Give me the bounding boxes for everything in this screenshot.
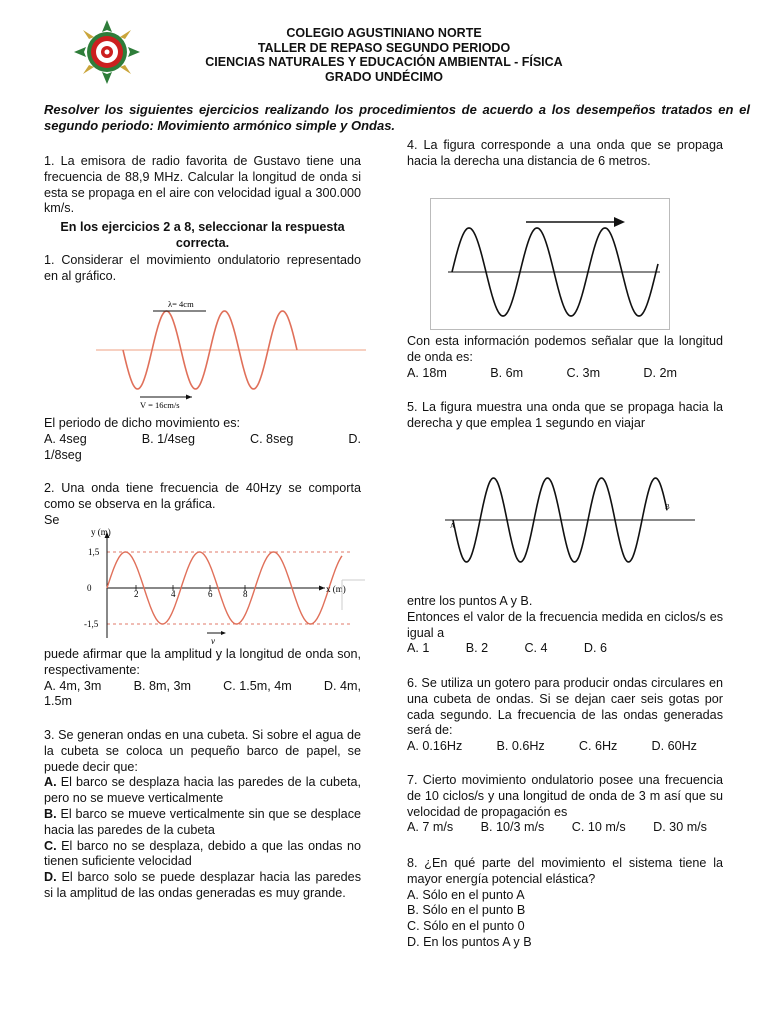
option-d: D. 60Hz [651, 739, 697, 754]
option-b [44, 807, 361, 839]
question-5-text3: Entonces el valor de la frecuencia medida en ciclos/s es igual a [407, 609, 723, 640]
school-logo [72, 18, 142, 86]
figure-wave-1-lambda-label: λ= 4cm [168, 299, 194, 309]
question-5-options [407, 594, 723, 657]
question-3-text: 3. Se generan ondas en una cubeta. Si sobre el agua de la cubeta se coloca un pequeño barco de papel, se puede decir que: [44, 728, 361, 774]
option-a: A. 4seg [44, 431, 87, 446]
figure-wave-5-point-b: B [665, 503, 670, 511]
option-c: C. Sólo en el punto 0 [407, 919, 525, 934]
subject-title: CIENCIAS NATURALES Y EDUCACIÓN AMBIENTAL - FÍSICA [205, 55, 563, 69]
option-b-text: El barco se mueve verticalmente sin que se desplace hacia las paredes de la cubeta [44, 806, 361, 837]
document-header [150, 26, 618, 84]
figure-wave-2-ytick-bottom: -1,5 [84, 619, 99, 629]
question-4 [407, 138, 723, 170]
option-c: C. 6Hz [578, 739, 618, 754]
option-b: B. 10/3 m/s [480, 820, 545, 835]
instructions: Resolver los siguientes ejercicios realizando los procedimientos de acuerdo a los desempeños tratados en el segundo periodo: Movimiento armónico simple y Ondas. [44, 102, 750, 133]
option-d: D. [348, 431, 361, 446]
figure-wave-2-ytick-top: 1,5 [88, 547, 100, 557]
question-8-text: 8. ¿En qué parte del movimiento el sistema tiene la mayor energía potencial elástica? [407, 856, 723, 886]
figure-wave-1-speed-label: V = 16cm/s [140, 400, 180, 410]
question-1b-options [44, 416, 361, 463]
option-c-letter: C. [44, 838, 57, 853]
option-d [44, 870, 361, 902]
figure-wave-2-v-label: v [211, 636, 215, 646]
figure-wave-2-xticks [134, 585, 248, 599]
option-d: D. 2m [643, 365, 677, 380]
figure-wave-2-xtick-6: 6 [208, 589, 213, 599]
figure-wave-5 [445, 470, 695, 570]
figure-wave-2-xtick-4: 4 [171, 589, 176, 599]
question-2-text: 2. Una onda tiene frecuencia de 40Hzy se comporta como se observa en la gráfica. [44, 481, 361, 511]
option-d-continued: 1.5m [44, 694, 72, 709]
question-5 [407, 400, 723, 432]
question-2-options [44, 647, 361, 710]
option-d: D. 4m, [323, 678, 361, 693]
option-a-letter: A. [44, 775, 57, 790]
figure-wave-2-ylabel: y (m) [91, 527, 111, 537]
option-b: B. 2 [465, 641, 489, 656]
option-a: A. 18m [407, 365, 447, 380]
figure-wave-5-point-a: A [450, 522, 456, 530]
option-d: D. En los puntos A y B [407, 934, 532, 949]
figure-wave-2-xtick-2: 2 [134, 589, 139, 599]
question-1-text: 1. La emisora de radio favorita de Gustavo tiene una frecuencia de 88,9 MHz. Calcular la longitud de onda si esta se propaga en el aire con velocidad igual a 300.000 km/s. [44, 154, 361, 216]
option-b: B. 0.6Hz [496, 739, 545, 754]
option-c [44, 839, 361, 871]
option-a: A. Sólo en el punto A [407, 887, 525, 902]
school-name: COLEGIO AGUSTINIANO NORTE [286, 26, 482, 40]
option-c: C. 3m [566, 365, 601, 380]
option-d-letter: D. [44, 870, 57, 885]
option-d: D. 30 m/s [653, 820, 707, 835]
option-c: C. 10 m/s [571, 820, 626, 835]
question-5-text: 5. La figura muestra una onda que se propaga hacia la derecha y que emplea 1 segundo en viajar [407, 400, 723, 430]
grade-title: GRADO UNDÉCIMO [324, 69, 444, 84]
question-7 [407, 773, 723, 836]
question-2-text2: puede afirmar que la amplitud y la longitud de onda son, respectivamente: [44, 647, 361, 677]
figure-wave-4 [430, 198, 670, 330]
option-c-text: El barco no se desplaza, debido a que las ondas no tienen suficiente velocidad [44, 838, 361, 869]
option-a: A. 1 [407, 641, 430, 656]
question-1b-question: El periodo de dicho movimiento es: [44, 416, 241, 430]
option-b: B. 6m [490, 365, 524, 380]
question-4-text: 4. La figura corresponde a una onda que se propaga hacia la derecha una distancia de 6 metros. [407, 138, 723, 168]
figure-wave-1 [96, 298, 366, 412]
figure-wave-2 [80, 522, 370, 646]
question-4-text2: Con esta información podemos señalar que la longitud de onda es: [407, 334, 723, 364]
option-c: C. 8seg [249, 431, 294, 446]
option-b: B. Sólo en el punto B [407, 903, 526, 918]
option-a [44, 775, 361, 807]
question-6 [407, 676, 723, 755]
option-b-letter: B. [44, 806, 57, 821]
option-d: D. 6 [583, 641, 607, 656]
question-1b-text: 1. Considerar el movimiento ondulatorio representado en al gráfico. [44, 253, 361, 283]
option-d-continued: 1/8seg [44, 447, 82, 462]
question-4-options [407, 334, 723, 381]
question-8 [407, 856, 723, 951]
section-heading: En los ejercicios 2 a 8, seleccionar la respuesta correcta. [60, 220, 345, 250]
question-2-se: Se [44, 512, 60, 527]
figure-wave-2-ytick-zero: 0 [87, 583, 92, 593]
option-a: A. 7 m/s [407, 820, 454, 835]
workshop-title: TALLER DE REPASO SEGUNDO PERIODO [257, 40, 511, 55]
question-5-text2: entre los puntos A y B. [407, 594, 533, 608]
option-a-text: El barco se desplaza hacia las paredes de la cubeta, pero no se mueve verticalmente [44, 775, 361, 806]
option-c: C. 1.5m, 4m [223, 678, 292, 693]
option-d-text: El barco solo se puede desplazar hacia las paredes si la amplitud de las ondas generadas es muy grande. [44, 870, 361, 900]
figure-wave-2-xlabel: x (m) [326, 584, 346, 594]
option-a: A. 4m, 3m [44, 678, 102, 693]
question-1 [44, 154, 361, 217]
option-c: C. 4 [524, 641, 548, 656]
figure-wave-2-xtick-8: 8 [243, 589, 248, 599]
question-3 [44, 728, 361, 902]
question-7-text: 7. Cierto movimiento ondulatorio posee una frecuencia de 10 ciclos/s y una longitud de onda de 3 m así que su velocidad de propagación es [407, 773, 723, 819]
question-6-text: 6. Se utiliza un gotero para producir ondas circulares en una cubeta de ondas. Si se dejan caer seis gotas por cada segundo. La frecuencia de las ondas generadas será de: [407, 676, 723, 738]
option-a: A. 0.16Hz [407, 739, 463, 754]
option-b: B. 1/4seg [141, 431, 195, 446]
question-1b [44, 253, 361, 285]
option-b: B. 8m, 3m [133, 678, 191, 693]
